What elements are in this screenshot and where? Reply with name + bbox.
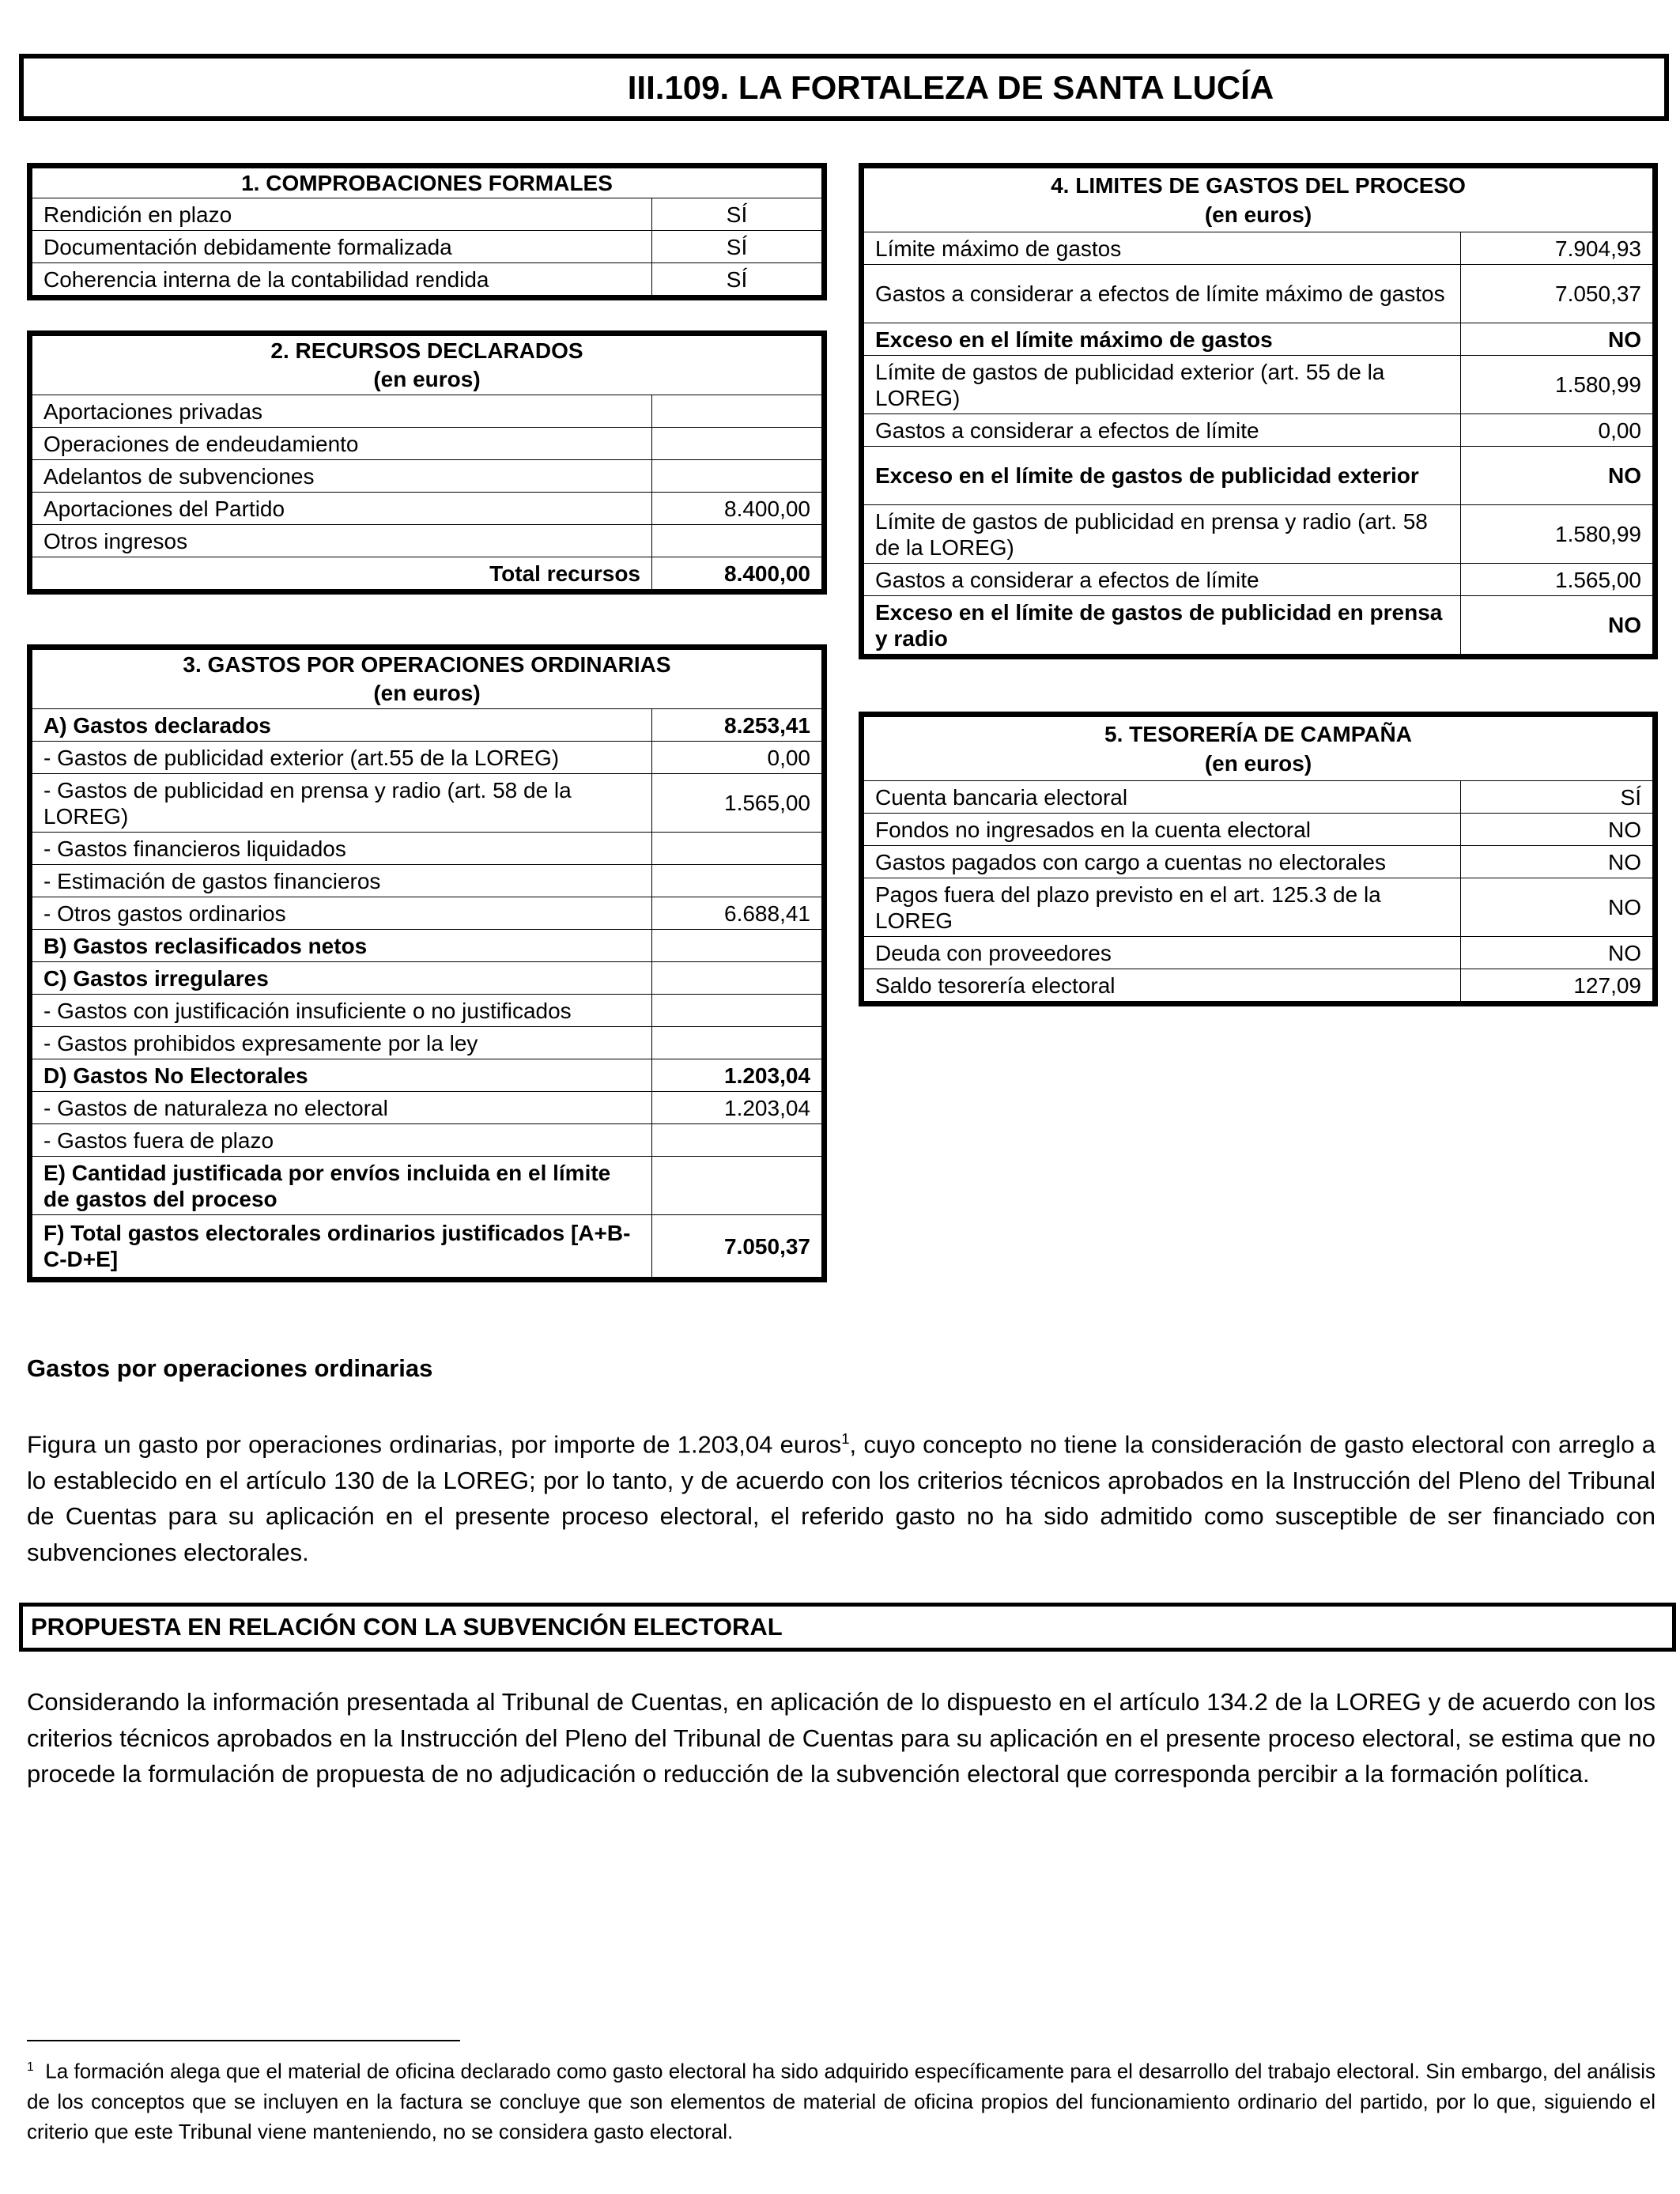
paragraph-gastos-text-a: Figura un gasto por operaciones ordinarias, por importe de 1.203,04 euros bbox=[27, 1430, 842, 1459]
recursos-title: 2. RECURSOS DECLARADOS bbox=[270, 338, 583, 363]
panel-tesoreria bbox=[859, 712, 1658, 1006]
row-label: Exceso en el límite de gastos de publicidad exterior bbox=[864, 447, 1461, 505]
row-label: Gastos pagados con cargo a cuentas no electorales bbox=[864, 846, 1461, 878]
row-value: SÍ bbox=[1461, 781, 1653, 814]
document-title-box bbox=[19, 54, 1669, 121]
row-value: SÍ bbox=[652, 263, 822, 296]
recursos-header bbox=[32, 336, 822, 395]
row-label: - Gastos con justificación insuficiente o no justificados bbox=[32, 995, 652, 1027]
row-value: NO bbox=[1461, 596, 1653, 655]
row-label: - Gastos de publicidad en prensa y radio (art. 58 de la LOREG) bbox=[32, 774, 652, 833]
row-value: 1.203,04 bbox=[652, 1092, 822, 1124]
row-value: SÍ bbox=[652, 198, 822, 231]
row-label: Deuda con proveedores bbox=[864, 937, 1461, 969]
row-value bbox=[652, 1157, 822, 1215]
row-label: Gastos a considerar a efectos de límite máximo de gastos bbox=[864, 265, 1461, 323]
table-limites bbox=[863, 168, 1653, 655]
row-value bbox=[652, 1027, 822, 1059]
row-label: Límite de gastos de publicidad exterior (art. 55 de la LOREG) bbox=[864, 356, 1461, 414]
row-value: 7.904,93 bbox=[1461, 232, 1653, 265]
tesoreria-subtitle: (en euros) bbox=[1204, 751, 1312, 776]
row-label: Pagos fuera del plazo previsto en el art. 125.3 de la LOREG bbox=[864, 878, 1461, 937]
panel-limites bbox=[859, 163, 1658, 659]
row-label: Cuenta bancaria electoral bbox=[864, 781, 1461, 814]
row-value: 127,09 bbox=[1461, 969, 1653, 1002]
gastos-subtitle: (en euros) bbox=[373, 681, 481, 705]
footnote-number: 1 bbox=[27, 2060, 34, 2074]
row-label: - Gastos prohibidos expresamente por la ley bbox=[32, 1027, 652, 1059]
row-label: Coherencia interna de la contabilidad rendida bbox=[32, 263, 652, 296]
footnote-ref: 1 bbox=[841, 1430, 850, 1447]
row-label: - Otros gastos ordinarios bbox=[32, 897, 652, 930]
row-label: - Gastos de publicidad exterior (art.55 de la LOREG) bbox=[32, 742, 652, 774]
row-label: Otros ingresos bbox=[32, 525, 652, 557]
row-label: B) Gastos reclasificados netos bbox=[32, 930, 652, 962]
proposal-heading: PROPUESTA EN RELACIÓN CON LA SUBVENCIÓN ELECTORAL bbox=[31, 1613, 783, 1641]
row-value: 1.565,00 bbox=[1461, 564, 1653, 596]
recursos-subtitle: (en euros) bbox=[373, 367, 481, 391]
footnote-text: La formación alega que el material de oficina declarado como gasto electoral ha sido adquirido específicamente para el desarrollo del trabajo electoral. Sin embargo, del análisis de los conceptos que se incluyen en la factura se concluye que son elementos de material de oficina propios del funcionamiento ordinario del partido, por lo que, siguiendo el criterio que este Tribunal viene manteniendo, no se considera gasto electoral. bbox=[27, 2059, 1655, 2143]
row-value: SÍ bbox=[652, 231, 822, 263]
panel-gastos bbox=[27, 644, 827, 1282]
row-value bbox=[652, 995, 822, 1027]
row-label: Aportaciones del Partido bbox=[32, 493, 652, 525]
row-value: NO bbox=[1461, 846, 1653, 878]
tesoreria-title: 5. TESORERÍA DE CAMPAÑA bbox=[1104, 722, 1412, 746]
row-value bbox=[652, 865, 822, 897]
row-label: Límite de gastos de publicidad en prensa y radio (art. 58 de la LOREG) bbox=[864, 505, 1461, 564]
row-label: Operaciones de endeudamiento bbox=[32, 428, 652, 460]
row-label: C) Gastos irregulares bbox=[32, 962, 652, 995]
footnote-divider bbox=[27, 2040, 460, 2041]
limites-subtitle: (en euros) bbox=[1204, 202, 1312, 227]
panel-recursos bbox=[27, 330, 827, 595]
row-label: Documentación debidamente formalizada bbox=[32, 231, 652, 263]
row-value: 8.400,00 bbox=[652, 493, 822, 525]
limites-title: 4. LIMITES DE GASTOS DEL PROCESO bbox=[1051, 173, 1466, 198]
row-value bbox=[652, 460, 822, 493]
panel-comprobaciones bbox=[27, 163, 827, 300]
row-value bbox=[652, 525, 822, 557]
table-comprobaciones bbox=[32, 168, 822, 296]
row-value: 7.050,37 bbox=[1461, 265, 1653, 323]
table-recursos bbox=[32, 335, 822, 590]
row-value: 0,00 bbox=[1461, 414, 1653, 447]
row-value: 6.688,41 bbox=[652, 897, 822, 930]
row-label: - Gastos de naturaleza no electoral bbox=[32, 1092, 652, 1124]
row-label: - Gastos financieros liquidados bbox=[32, 833, 652, 865]
row-value: NO bbox=[1461, 814, 1653, 846]
document-title: III.109. LA FORTALEZA DE SANTA LUCÍA bbox=[627, 68, 1274, 106]
row-value: 1.203,04 bbox=[652, 1059, 822, 1092]
comprobaciones-header: 1. COMPROBACIONES FORMALES bbox=[32, 168, 822, 198]
row-label: Límite máximo de gastos bbox=[864, 232, 1461, 265]
row-value bbox=[652, 1124, 822, 1157]
footnote bbox=[27, 2052, 1655, 2147]
proposal-heading-box bbox=[19, 1603, 1676, 1652]
row-label: Rendición en plazo bbox=[32, 198, 652, 231]
row-value: NO bbox=[1461, 323, 1653, 356]
row-label: Exceso en el límite de gastos de publicidad en prensa y radio bbox=[864, 596, 1461, 655]
row-value: 8.253,41 bbox=[652, 709, 822, 742]
row-label: - Estimación de gastos financieros bbox=[32, 865, 652, 897]
row-value: NO bbox=[1461, 447, 1653, 505]
tesoreria-header bbox=[864, 717, 1653, 781]
row-value: 7.050,37 bbox=[652, 1215, 822, 1278]
row-value: NO bbox=[1461, 937, 1653, 969]
row-label: E) Cantidad justificada por envíos incluida en el límite de gastos del proceso bbox=[32, 1157, 652, 1215]
limites-header bbox=[864, 168, 1653, 232]
row-value: 1.580,99 bbox=[1461, 505, 1653, 564]
section-title: Gastos por operaciones ordinarias bbox=[27, 1354, 433, 1382]
row-label: Gastos a considerar a efectos de límite bbox=[864, 414, 1461, 447]
row-label: Exceso en el límite máximo de gastos bbox=[864, 323, 1461, 356]
total-label: Total recursos bbox=[32, 557, 652, 590]
row-label: Aportaciones privadas bbox=[32, 395, 652, 428]
row-value bbox=[652, 962, 822, 995]
row-value: 1.565,00 bbox=[652, 774, 822, 833]
row-value bbox=[652, 833, 822, 865]
paragraph-gastos bbox=[27, 1421, 1655, 1570]
paragraph-propuesta: Considerando la información presentada al Tribunal de Cuentas, en aplicación de lo dispuesto en el artículo 134.2 de la LOREG y de acuerdo con los criterios técnicos aprobados en la Instrucción del Pleno del Tribunal de Cuentas para su aplicación en el presente proceso electoral, se estima que no procede la formulación de propuesta de no adjudicación o reducción de la subvención electoral que corresponda percibir a la formación política. bbox=[27, 1688, 1655, 1788]
row-value: NO bbox=[1461, 878, 1653, 937]
row-label: Gastos a considerar a efectos de límite bbox=[864, 564, 1461, 596]
gastos-title: 3. GASTOS POR OPERACIONES ORDINARIAS bbox=[183, 652, 671, 677]
row-value: 1.580,99 bbox=[1461, 356, 1653, 414]
row-label: Fondos no ingresados en la cuenta electoral bbox=[864, 814, 1461, 846]
row-value bbox=[652, 428, 822, 460]
row-value bbox=[652, 395, 822, 428]
gastos-header bbox=[32, 650, 822, 709]
row-label: - Gastos fuera de plazo bbox=[32, 1124, 652, 1157]
table-tesoreria bbox=[863, 716, 1653, 1002]
row-label: Adelantos de subvenciones bbox=[32, 460, 652, 493]
row-label: F) Total gastos electorales ordinarios justificados [A+B-C-D+E] bbox=[32, 1215, 652, 1278]
row-label: A) Gastos declarados bbox=[32, 709, 652, 742]
row-label: Saldo tesorería electoral bbox=[864, 969, 1461, 1002]
row-value bbox=[652, 930, 822, 962]
table-gastos bbox=[32, 649, 822, 1278]
row-value: 0,00 bbox=[652, 742, 822, 774]
total-value: 8.400,00 bbox=[652, 557, 822, 590]
paragraph-gastos-text-b: , cuyo concepto no tiene la consideración de gasto electoral con arreglo a lo establecido en el artículo 130 de la LOREG; por lo tanto, y de acuerdo con los criterios técnicos aprobados en la Instrucción del Pleno del Tribunal de Cuentas para su aplicación en el presente proceso electoral, el referido gasto no ha sido admitido como susceptible de ser financiado con subvenciones electorales. bbox=[27, 1430, 1655, 1566]
row-label: D) Gastos No Electorales bbox=[32, 1059, 652, 1092]
